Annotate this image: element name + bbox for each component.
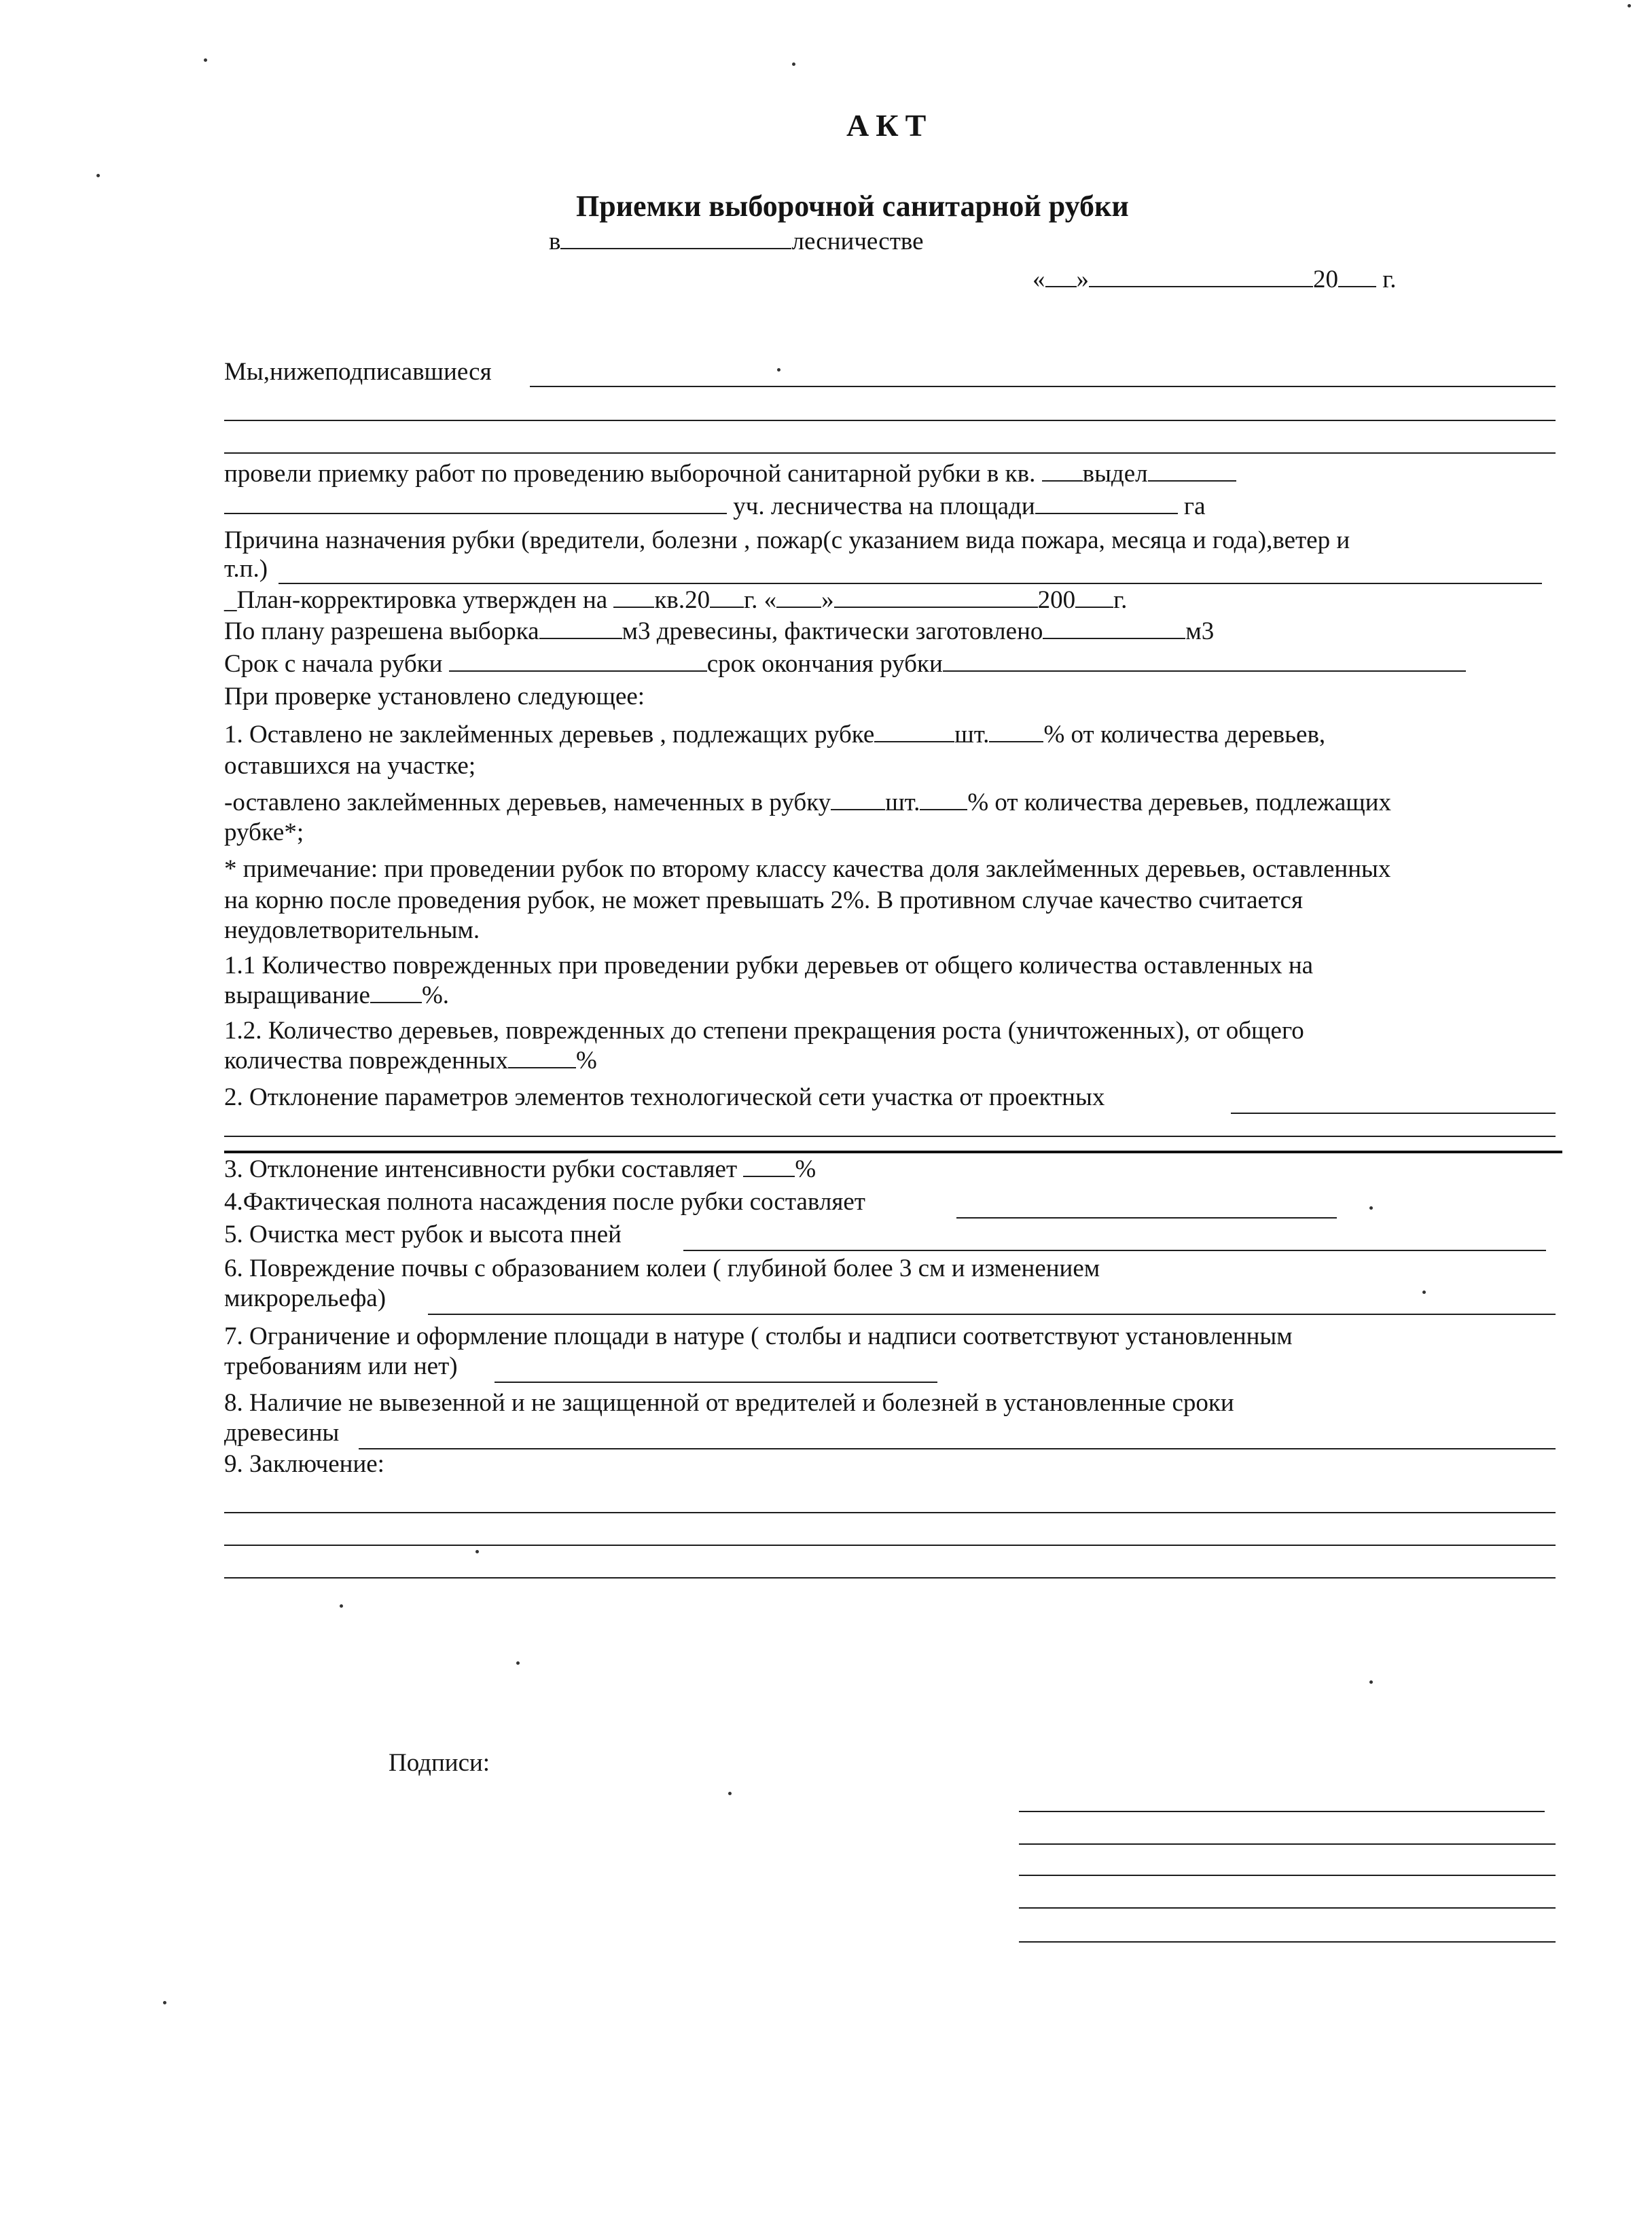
item12-line-2 [224,1046,597,1076]
check-intro: При проверке установлено следующее: [224,683,645,710]
note-line-2: на корню после проведения рубок, не может превышать 2%. В противном случае качество считается [224,886,1304,914]
item7-field-line[interactable] [495,1382,937,1383]
item7-line-1: 7. Ограничение и оформление площади в натуре ( столбы и надписи соответствуют установленным [224,1322,1293,1350]
vydel-field[interactable] [1148,460,1236,482]
plan-harvested-label: м3 древесины, фактически заготовлено [622,617,1043,645]
forestry-section-field[interactable] [224,492,727,514]
item1-branded-percent-label: % от количества деревьев, подлежащих [967,789,1392,816]
area-unit: га [1183,492,1206,520]
date-open: « [1032,266,1045,293]
signature-line-4[interactable] [1019,1907,1556,1909]
scan-speck [728,1792,732,1795]
area-line [224,492,1206,522]
signature-line-5[interactable] [1019,1941,1556,1943]
signature-line-2[interactable] [1019,1843,1556,1845]
plan-harvested-unit: м3 [1185,617,1215,645]
kv-field[interactable] [1042,460,1083,482]
term-end-field[interactable] [943,650,1466,672]
plan-allowed-label: По плану разрешена выборка [224,617,539,645]
term-line [224,649,1466,679]
signatures-label: Подписи: [389,1749,490,1777]
item1-line [224,720,1325,750]
item8-field-line[interactable] [359,1448,1556,1449]
plan-label: _План-корректировка утвержден на [224,586,608,614]
plan-line [224,585,1127,615]
date-year-field[interactable] [1338,266,1376,287]
item11-percent-field[interactable] [370,981,422,1003]
item3-unit: % [795,1155,816,1183]
item5-field-line[interactable] [683,1250,1546,1251]
item9-label: 9. Заключение: [224,1450,384,1478]
plan-date-suffix: г. [1113,586,1128,614]
plan-allowed-line [224,617,1214,647]
signature-line-3[interactable] [1019,1875,1556,1876]
item1-count-field[interactable] [874,721,954,742]
date-month-field[interactable] [1089,266,1313,287]
item1-branded-count-field[interactable] [831,789,885,810]
note-line-3: неудовлетворительным. [224,916,480,944]
area-label: уч. лесничества на площади [733,492,1035,520]
term-start-label: Срок с начала рубки [224,650,443,678]
term-start-field[interactable] [449,650,707,672]
item1-line-4: рубке*; [224,818,304,846]
signers-field-line-3[interactable] [224,452,1556,454]
plan-date-open: г. « [744,586,777,614]
conclusion-line-3[interactable] [224,1577,1556,1579]
forestry-field[interactable] [560,228,791,249]
plan-date-mid: » [821,586,834,614]
document-subtitle: Приемки выборочной санитарной рубки [576,190,1129,223]
plan-kv-year: кв.20 [654,586,711,614]
item3-line [224,1155,816,1185]
item1-branded-percent-field[interactable] [920,789,967,810]
note-line-1: * примечание: при проведении рубок по второму классу качества доля заклейменных деревьев, оставленных [224,855,1391,883]
scan-speck [340,1604,343,1608]
vydel-label: выдел [1082,460,1148,488]
area-field[interactable] [1035,492,1178,514]
date-year: 20 [1313,266,1338,293]
item4-label: 4.Фактическая полнота насаждения после рубки составляет [224,1188,865,1216]
item2-label: 2. Отклонение параметров элементов технологической сети участка от проектных [224,1083,1105,1111]
item3-percent-field[interactable] [743,1155,795,1177]
item12-line-1: 1.2. Количество деревьев, поврежденных до степени прекращения роста (уничтоженных), от общего [224,1017,1304,1045]
item1-branded-unit: шт. [885,789,920,816]
scan-speck [475,1550,479,1553]
item4-field-line[interactable] [956,1217,1337,1219]
plan-kv-field[interactable] [613,586,654,608]
reason-line-1: Причина назначения рубки (вредители, болезни , пожар(с указанием вида пожара, месяца и года),ветер и [224,526,1350,554]
item6-label: микрорельефа) [224,1284,387,1312]
scan-speck [792,62,795,66]
scan-speck [516,1661,520,1665]
acceptance-line [224,459,1236,489]
item6-field-line[interactable] [428,1314,1556,1315]
scan-speck [163,2001,166,2004]
plan-year-field[interactable] [710,586,744,608]
plan-year-prefix: 200 [1037,586,1076,614]
scan-speck [1628,4,1631,7]
item12-unit: % [576,1047,597,1075]
item1-percent-label: % от количества деревьев, [1043,721,1326,749]
plan-month-field[interactable] [834,586,1038,608]
plan-harvested-field[interactable] [1043,617,1185,639]
date-line [1032,265,1397,295]
reason-field-line[interactable] [279,583,1542,584]
conclusion-line-2[interactable] [224,1545,1556,1546]
item8-line-1: 8. Наличие не вывезенной и не защищенной от вредителей и болезней в установленные сроки [224,1389,1234,1417]
item1-label: 1. Оставлено не заклейменных деревьев , подлежащих рубке [224,721,875,749]
item1-line-2: оставшихся на участке; [224,752,476,780]
item2-field-line-2[interactable] [224,1136,1556,1137]
reason-line-2: т.п.) [224,555,268,583]
item11-unit: %. [421,981,450,1009]
section-divider [224,1151,1562,1153]
scan-speck [1369,1680,1373,1684]
forestry-suffix: лесничестве [791,228,924,255]
item1-branded-label: -оставлено заклейменных деревьев, намеченных в рубку [224,789,831,816]
item2-field-line[interactable] [1231,1113,1556,1114]
item6-line-1: 6. Повреждение почвы с образованием колеи ( глубиной более 3 см и изменением [224,1255,1100,1282]
item12-label: количества поврежденных [224,1047,509,1075]
item1-branded-line [224,788,1391,818]
plan-allowed-field[interactable] [539,617,622,639]
date-mid: » [1076,266,1089,293]
forestry-line [549,227,924,257]
signers-field-line[interactable] [530,386,1556,387]
plan-year2-field[interactable] [1075,586,1113,608]
scan-speck [1369,1206,1373,1210]
term-end-label: срок окончания рубки [706,650,943,678]
forestry-prefix: в [549,228,561,255]
item7-label: требованиям или нет) [224,1352,458,1380]
signature-line-1[interactable] [1019,1811,1545,1812]
signers-label: Мы,нижеподписавшиеся [224,358,492,386]
scan-speck [204,58,207,62]
date-suffix: г. [1382,266,1397,293]
document-title: АКТ [846,108,933,143]
scan-speck [96,174,100,177]
plan-day-field[interactable] [776,586,821,608]
signers-field-line-2[interactable] [224,420,1556,421]
date-day-field[interactable] [1045,266,1077,287]
item11-line-1: 1.1 Количество поврежденных при проведении рубки деревьев от общего количества оставленных на [224,952,1314,979]
scan-speck [1422,1291,1426,1294]
item3-label: 3. Отклонение интенсивности рубки составляет [224,1155,738,1183]
conclusion-line-1[interactable] [224,1512,1556,1513]
scan-speck [777,368,780,372]
item11-label: выращивание [224,981,370,1009]
item1-unit: шт. [954,721,990,749]
item12-percent-field[interactable] [508,1047,576,1068]
item5-label: 5. Очистка мест рубок и высота пней [224,1221,622,1248]
acceptance-text: провели приемку работ по проведению выборочной санитарной рубки в кв. [224,460,1036,488]
item1-percent-field[interactable] [989,721,1043,742]
item8-label: древесины [224,1419,340,1447]
item11-line-2 [224,981,449,1011]
